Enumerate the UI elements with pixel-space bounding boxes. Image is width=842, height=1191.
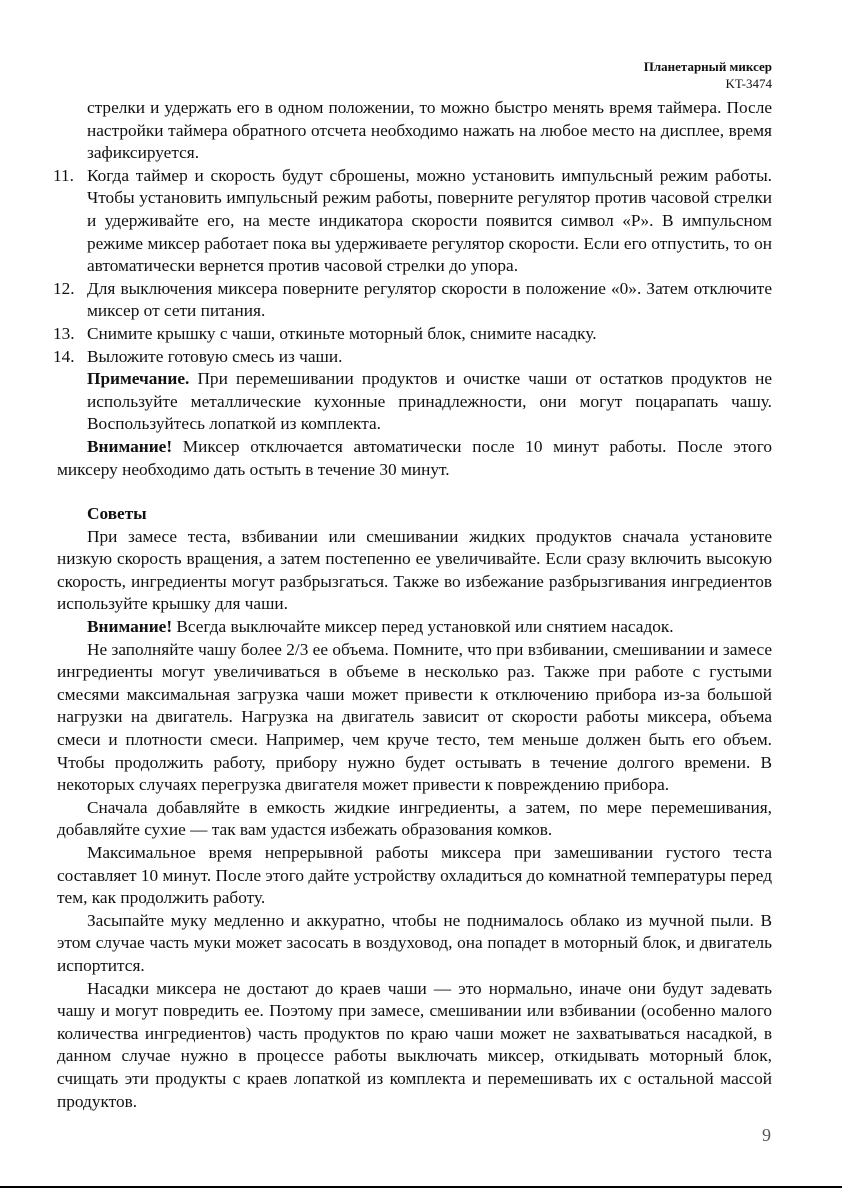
bottom-rule [0, 1186, 842, 1188]
tips-paragraph-5: Засыпайте муку медленно и аккуратно, чтобы не поднималось облако из мучной пыли. В этом случае часть муки может засосать в воздуховод, она попадет в моторный блок, и двигатель испортится. [57, 910, 772, 975]
header-model-number: KT-3474 [725, 76, 772, 91]
step-number: 11. [53, 165, 74, 185]
step-text: Для выключения миксера поверните регулятор скорости в положение «0». Затем отключите миксер от сети питания. [87, 278, 772, 321]
note-paragraph [57, 368, 772, 436]
section-spacer [57, 481, 772, 503]
step-number: 14. [53, 346, 75, 366]
page-number: 9 [762, 1125, 771, 1145]
warning-paragraph [57, 436, 772, 481]
continuation-paragraph: стрелки и удержать его в одном положении, то можно быстро менять время таймера. После настройки таймера обратного отсчета необходимо нажать на любое место на дисплее, время зафиксируется. [87, 98, 772, 163]
step-number: 13. [53, 323, 75, 343]
step-text: Когда таймер и скорость будут сброшены, можно установить импульсный режим работы. Чтобы установить импульсный режим работы, поверните регулятор против часовой стрелки и удерживайте его, на месте индикатора скорости появится символ «P». В импульсном режиме миксер работает пока вы удерживаете регулятор скорости. Если его отпустить, то он автоматически вернется против часовой стрелки до упора. [87, 165, 772, 276]
tips-paragraph-3: Сначала добавляйте в емкость жидкие ингредиенты, а затем, по мере перемешивания, добавляйте сухие — так вам удастся избежать образования комков. [57, 797, 772, 840]
step-14 [53, 346, 772, 369]
tips-warning-text: Всегда выключайте миксер перед установкой или снятием насадок. [172, 617, 674, 637]
step-13 [53, 323, 772, 346]
step-number: 12. [53, 278, 75, 298]
tips-paragraph-6: Насадки миксера не достают до краев чаши — это нормально, иначе они будут задевать чашу и могут повредить ее. Поэтому при замесе, смешивании или взбивании (особенно малого количества ингредиентов) часть продуктов по краю чаши может не захватываться насадкой, в данном случае нужно в процессе работы выключать миксер, откидывать моторный блок, счищать эти продукты с краев лопаткой из комплекта и перемешивать их с остальной массой продуктов. [57, 978, 772, 1111]
step-text: Снимите крышку с чаши, откиньте моторный блок, снимите насадку. [87, 323, 597, 343]
note-text: При перемешивании продуктов и очистке чаши от остатков продуктов не используйте металлические кухонные принадлежности, они могут поцарапать чашу. Воспользуйтесь лопаткой из комплекта. [87, 369, 772, 434]
tips-warning-label: Внимание! [87, 617, 173, 637]
page-header [644, 58, 772, 92]
warning-label: Внимание! [87, 436, 173, 456]
section-title-tips: Советы [87, 504, 147, 524]
page-content [53, 97, 772, 1113]
tips-warning-paragraph [57, 616, 772, 639]
step-11 [53, 165, 772, 278]
tips-paragraph-1: При замесе теста, взбивании или смешивании жидких продуктов сначала установите низкую скорость вращения, а затем постепенно ее увеличивайте. Если сразу включить высокую скорость, ингредиенты могут разбрызгаться. Также во избежание разбрызгивания ингредиентов используйте крышку для чаши. [57, 526, 772, 614]
step-12 [53, 278, 772, 323]
warning-text: Миксер отключается автоматически после 10 минут работы. После этого миксеру необходимо дать остыть в течение 30 минут. [57, 436, 772, 479]
step-text: Выложите готовую смесь из чаши. [87, 346, 343, 366]
tips-paragraph-4: Максимальное время непрерывной работы миксера при замешивании густого теста составляет 10 минут. После этого дайте устройству охладиться до комнатной температуры перед тем, как продолжить работу. [57, 843, 772, 908]
header-product-name: Планетарный миксер [643, 59, 772, 74]
tips-paragraph-2: Не заполняйте чашу более 2/3 ее объема. Помните, что при взбивании, смешивании и замесе ингредиенты могут увеличиваться в объеме в несколько раз. Также при работе с густыми смесями максимальная загрузка чаши может привести к отключению прибора из-за большой нагрузки на двигатель. Нагрузка на двигатель зависит от скорости работы миксера, объема смеси и плотности смеси. Например, чем круче тесто, тем меньше должен быть его объем. Чтобы продолжить работу, прибору нужно будет остывать в течение долгого времени. В некоторых случаях перегрузка двигателя может привести к повреждению прибора. [57, 639, 772, 795]
note-label: Примечание. [87, 369, 190, 389]
